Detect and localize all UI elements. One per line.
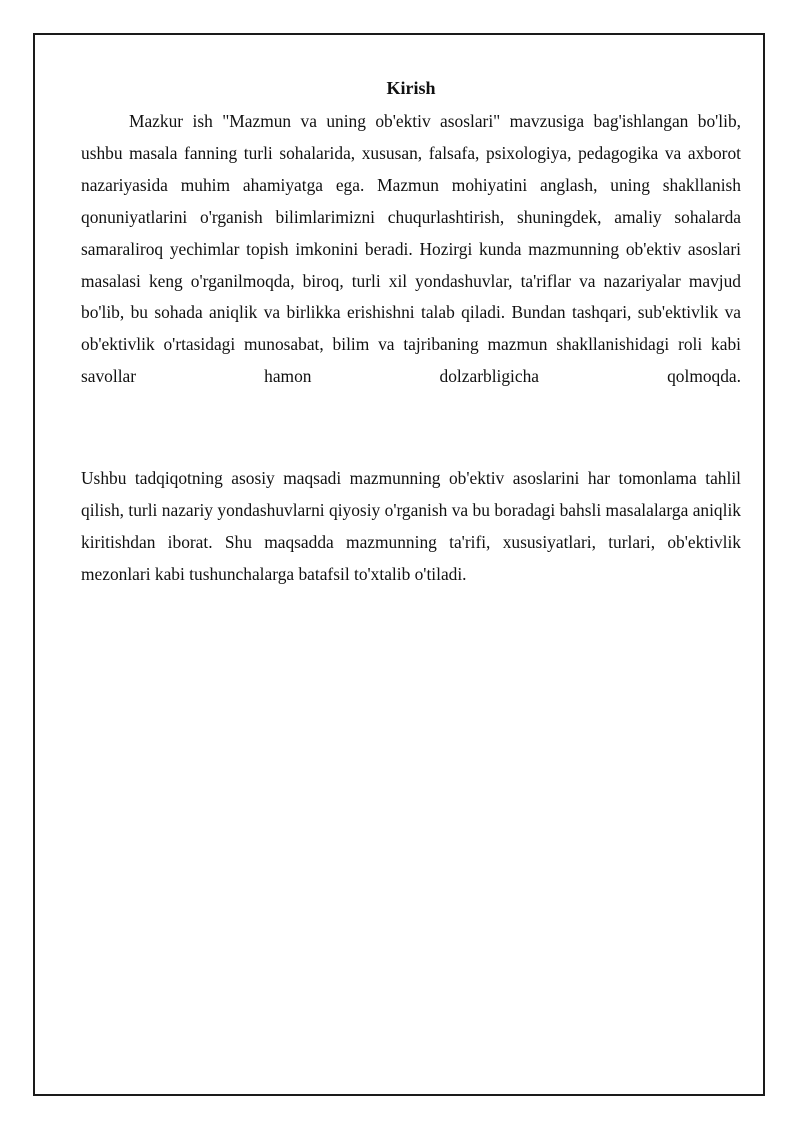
- paragraph-introduction: Mazkur ish "Mazmun va uning ob'ektiv asoslari" mavzusiga bag'ishlangan bo'lib, ushbu masala fanning turli sohalarida, xususan, falsafa, psixologiya, pedagogika va axborot nazariyasida muhim ahamiyatga ega. Mazmun mohiyatini anglash, uning shakllanish qonuniyatlarini o'rganish bilimlarimizni chuqurlashtirish, shuningdek, amaliy sohalarda samaraliroq yechimlar topish imkonini beradi. Hozirgi kunda mazmunning ob'ektiv asoslari masalasi keng o'rganilmoqda, biroq, turli xil yondashuvlar, ta'riflar va nazariyalar mavjud bo'lib, bu sohada aniqlik va birlikka erishishni talab qiladi. Bundan tashqari, sub'ektivlik va ob'ektivlik o'rtasidagi munosabat, bilim va tajribaning mazmun shakllanishidagi roli kabi savollar hamon dolzarbligicha qolmoqda.: [81, 111, 741, 387]
- document-title: Kirish: [386, 78, 436, 98]
- paragraph-research-goal: Ushbu tadqiqotning asosiy maqsadi mazmunning ob'ektiv asoslarini har tomonlama tahlil qilish, turli nazariy yondashuvlarni qiyosiy o'rganish va bu boradagi bahsli masalalarga aniqlik kiritishdan iborat. Shu maqsadda mazmunning ta'rifi, xususiyatlari, turlari, ob'ektivlik mezonlari kabi tushunchalarga batafsil to'xtalib o'tiladi.: [81, 468, 741, 584]
